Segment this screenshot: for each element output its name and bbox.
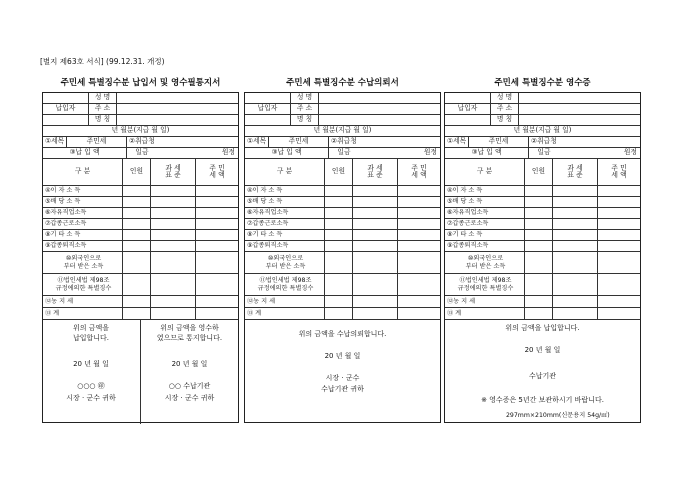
tax-item-value: 주민세 — [469, 137, 529, 147]
item-resident-tax — [196, 230, 238, 240]
header-category: 구 분 — [43, 159, 123, 185]
receipt-addressee: 시장 · 군수 귀하 — [164, 394, 215, 402]
item-tax-standard — [553, 241, 598, 251]
item-tax-standard — [353, 219, 398, 229]
tax-item-value: 주민세 — [67, 137, 127, 147]
period-row: 년 월분(지급 월 일) — [313, 126, 372, 135]
item-tax-standard — [553, 219, 598, 229]
request-addressee-1: 시장 · 군수 — [325, 374, 360, 382]
payment-unit: 원정 — [221, 148, 235, 157]
taxpayer-name-value — [519, 93, 640, 103]
item-resident-tax — [196, 208, 238, 218]
item-label: ⑩외국인으로 부터 받은 소득 — [245, 252, 325, 273]
item-people — [525, 230, 553, 240]
item-tax-standard — [151, 230, 196, 240]
taxpayer-name-value — [319, 93, 440, 103]
item-people — [525, 241, 553, 251]
item-tax-standard — [151, 296, 196, 307]
item-label: ⑥자유직업소득 — [445, 208, 525, 218]
item-people — [525, 308, 553, 319]
item-resident-tax — [398, 230, 440, 240]
item-resident-tax — [196, 274, 238, 295]
item-people — [123, 296, 151, 307]
taxpayer-business-value — [319, 115, 440, 125]
form-title: 주민세 특별징수분 납입서 및 영수필통지서 — [60, 78, 221, 88]
item-label: ⑧기 타 소 득 — [445, 230, 525, 240]
taxpayer-address-label: 주 소 — [491, 104, 519, 114]
receipt-statement: 위의 금액을 영수하 였으므로 통지합니다. — [156, 324, 223, 342]
form-title: 주민세 특별징수분 영수증 — [494, 78, 591, 88]
item-label: ⑬ 계 — [43, 308, 123, 319]
payment-currency: 일금 — [537, 148, 551, 157]
item-tax-standard — [353, 252, 398, 273]
item-tax-standard — [353, 241, 398, 251]
form-title: 주민세 특별징수분 수납의뢰서 — [286, 78, 399, 88]
item-resident-tax — [598, 186, 640, 196]
taxpayer-business-value — [519, 115, 640, 125]
receiving-agency: ○○ 수납기관 — [168, 382, 211, 390]
item-tax-standard — [151, 208, 196, 218]
taxpayer-business-label: 명 칭 — [291, 115, 319, 125]
item-resident-tax — [598, 308, 640, 319]
item-label: ⑪법인세법 제98조 규정에의한 특별징수 — [43, 274, 123, 295]
item-resident-tax — [196, 308, 238, 319]
item-tax-standard — [353, 197, 398, 207]
item-resident-tax — [598, 208, 640, 218]
item-people — [525, 197, 553, 207]
item-resident-tax — [196, 296, 238, 307]
payment-unit: 원정 — [423, 148, 437, 157]
period-row: 년 월분(지급 월 일) — [111, 126, 170, 135]
tax-item-value: 주민세 — [269, 137, 329, 147]
item-resident-tax — [398, 308, 440, 319]
item-tax-standard — [151, 219, 196, 229]
item-people — [123, 252, 151, 273]
item-people — [325, 230, 353, 240]
header-people: 인원 — [525, 159, 553, 185]
paper-spec: 297mm×210mm(신문용지 54g/㎡) — [506, 412, 610, 419]
receiving-agency: 수납기관 — [528, 372, 557, 380]
item-people — [325, 197, 353, 207]
item-tax-standard — [353, 208, 398, 218]
item-label: ⑥자유직업소득 — [245, 208, 325, 218]
item-tax-standard — [353, 308, 398, 319]
item-people — [325, 241, 353, 251]
item-tax-standard — [151, 308, 196, 319]
taxpayer-business-label: 명 칭 — [89, 115, 117, 125]
item-resident-tax — [196, 186, 238, 196]
item-tax-standard — [353, 186, 398, 196]
item-resident-tax — [398, 219, 440, 229]
item-people — [325, 208, 353, 218]
item-people — [325, 296, 353, 307]
item-tax-standard — [553, 308, 598, 319]
payment-amount-label: ③납 입 액 — [245, 148, 329, 158]
item-resident-tax — [598, 296, 640, 307]
item-people — [123, 197, 151, 207]
header-tax-standard: 과 세 표 준 — [353, 159, 398, 185]
item-tax-standard — [553, 274, 598, 295]
item-label: ⑤배 당 소 득 — [445, 197, 525, 207]
item-label: ⑤배 당 소 득 — [245, 197, 325, 207]
form-caption: [별지 제63호 서식] (99.12.31. 개정) — [40, 57, 165, 66]
item-tax-standard — [353, 296, 398, 307]
item-resident-tax — [398, 197, 440, 207]
item-label: ⑨갑종퇴직소득 — [43, 241, 123, 251]
taxpayer-name-value — [117, 93, 238, 103]
retention-note: ※ 영수증은 5년간 보관하시기 바랍니다. — [481, 396, 604, 404]
payment-unit: 원정 — [623, 148, 637, 157]
item-label: ⑨갑종퇴직소득 — [445, 241, 525, 251]
item-label: ⑬ 계 — [445, 308, 525, 319]
payment-statement: 위의 금액을 납입합니다. — [72, 324, 110, 342]
receipt-statement: 위의 금액을 납입합니다. — [505, 324, 580, 332]
item-resident-tax — [398, 186, 440, 196]
tax-item-label: ①세목 — [43, 137, 67, 147]
item-people — [525, 208, 553, 218]
item-tax-standard — [151, 241, 196, 251]
item-tax-standard — [553, 230, 598, 240]
payment-date: 20 년 월 일 — [73, 360, 109, 368]
item-label: ⑪법인세법 제98조 규정에의한 특별징수 — [445, 274, 525, 295]
item-people — [123, 230, 151, 240]
tax-item-label: ①세목 — [245, 137, 269, 147]
handling-office-label: ②취급청 — [129, 137, 155, 146]
form-collection-request — [244, 76, 441, 423]
form-frame — [244, 92, 441, 423]
form-frame — [42, 92, 239, 423]
taxpayer-business-value — [117, 115, 238, 125]
header-tax-standard: 과 세 표 준 — [553, 159, 598, 185]
item-people — [325, 219, 353, 229]
item-resident-tax — [598, 230, 640, 240]
taxpayer-address-label: 주 소 — [89, 104, 117, 114]
item-resident-tax — [196, 252, 238, 273]
item-people — [325, 308, 353, 319]
item-label: ⑥자유직업소득 — [43, 208, 123, 218]
header-people: 인원 — [123, 159, 151, 185]
item-label: ⑩외국인으로 부터 받은 소득 — [445, 252, 525, 273]
taxpayer-address-value — [319, 104, 440, 114]
payment-currency: 일금 — [337, 148, 351, 157]
taxpayer-label: 납입자 — [245, 93, 291, 126]
form-frame — [444, 92, 641, 423]
item-people — [123, 241, 151, 251]
request-date: 20 년 월 일 — [324, 352, 361, 360]
item-label: ⑫농 지 세 — [445, 296, 525, 307]
item-label: ⑨갑종퇴직소득 — [245, 241, 325, 251]
taxpayer-business-label: 명 칭 — [491, 115, 519, 125]
handling-office-label: ②취급청 — [331, 137, 357, 146]
taxpayer-label: 납입자 — [445, 93, 491, 126]
item-resident-tax — [598, 219, 640, 229]
item-label: ⑪법인세법 제98조 규정에의한 특별징수 — [245, 274, 325, 295]
item-label: ⑩외국인으로 부터 받은 소득 — [43, 252, 123, 273]
item-resident-tax — [398, 241, 440, 251]
item-resident-tax — [196, 219, 238, 229]
item-label: ⑫농 지 세 — [245, 296, 325, 307]
tax-item-label: ①세목 — [445, 137, 469, 147]
item-label: ④이 자 소 득 — [445, 186, 525, 196]
header-resident-tax: 주 민 세 액 — [611, 163, 627, 179]
item-people — [325, 186, 353, 196]
item-tax-standard — [353, 274, 398, 295]
header-resident-tax: 주 민 세 액 — [411, 163, 427, 179]
item-resident-tax — [398, 296, 440, 307]
header-resident-tax: 주 민 세 액 — [209, 163, 225, 179]
taxpayer-address-label: 주 소 — [291, 104, 319, 114]
item-tax-standard — [553, 296, 598, 307]
item-tax-standard — [151, 274, 196, 295]
item-people — [525, 186, 553, 196]
item-label: ⑦갑종근로소득 — [245, 219, 325, 229]
form-receipt — [444, 76, 641, 423]
payment-amount-label: ③납 입 액 — [43, 148, 127, 158]
item-resident-tax — [398, 252, 440, 273]
item-tax-standard — [553, 197, 598, 207]
item-resident-tax — [598, 274, 640, 295]
item-resident-tax — [196, 197, 238, 207]
period-row: 년 월분(지급 월 일) — [513, 126, 572, 135]
item-people — [123, 219, 151, 229]
payment-addressee: 시장 · 군수 귀하 — [66, 394, 116, 402]
item-label: ⑧기 타 소 득 — [245, 230, 325, 240]
payment-currency: 일금 — [135, 148, 149, 157]
item-resident-tax — [398, 208, 440, 218]
taxpayer-name-label: 성 명 — [89, 93, 117, 103]
item-label: ⑬ 계 — [245, 308, 325, 319]
payment-amount-label: ③납 입 액 — [445, 148, 529, 158]
header-category: 구 분 — [245, 159, 325, 185]
item-resident-tax — [196, 241, 238, 251]
item-people — [123, 186, 151, 196]
request-statement: 위의 금액을 수납의뢰합니다. — [298, 330, 387, 338]
item-people — [123, 308, 151, 319]
item-people — [525, 274, 553, 295]
item-people — [123, 208, 151, 218]
item-tax-standard — [353, 230, 398, 240]
item-tax-standard — [553, 208, 598, 218]
item-people — [525, 296, 553, 307]
item-tax-standard — [151, 197, 196, 207]
item-tax-standard — [553, 252, 598, 273]
taxpayer-address-value — [519, 104, 640, 114]
request-addressee-2: 수납기관 귀하 — [321, 385, 364, 393]
header-category: 구 분 — [445, 159, 525, 185]
item-label: ⑦갑종근로소득 — [43, 219, 123, 229]
header-tax-standard: 과 세 표 준 — [151, 159, 196, 185]
item-people — [525, 252, 553, 273]
taxpayer-label: 납입자 — [43, 93, 89, 126]
receipt-date: 20 년 월 일 — [171, 360, 208, 368]
item-resident-tax — [598, 241, 640, 251]
header-people: 인원 — [325, 159, 353, 185]
taxpayer-name-label: 성 명 — [291, 93, 319, 103]
item-people — [525, 219, 553, 229]
item-people — [123, 274, 151, 295]
item-label: ⑤배 당 소 득 — [43, 197, 123, 207]
item-tax-standard — [553, 186, 598, 196]
item-label: ④이 자 소 득 — [245, 186, 325, 196]
item-label: ⑧기 타 소 득 — [43, 230, 123, 240]
item-people — [325, 274, 353, 295]
item-tax-standard — [151, 252, 196, 273]
taxpayer-name-label: 성 명 — [491, 93, 519, 103]
item-resident-tax — [598, 197, 640, 207]
payer-signature: ○○○ ㊞ — [77, 382, 105, 390]
item-resident-tax — [398, 274, 440, 295]
item-tax-standard — [151, 186, 196, 196]
receipt-date: 20 년 월 일 — [524, 346, 561, 354]
form-payment-notice — [42, 76, 239, 423]
item-resident-tax — [598, 252, 640, 273]
item-people — [325, 252, 353, 273]
item-label: ⑫농 지 세 — [43, 296, 123, 307]
item-label: ⑦갑종근로소득 — [445, 219, 525, 229]
handling-office-label: ②취급청 — [531, 137, 557, 146]
item-label: ④이 자 소 득 — [43, 186, 123, 196]
taxpayer-address-value — [117, 104, 238, 114]
